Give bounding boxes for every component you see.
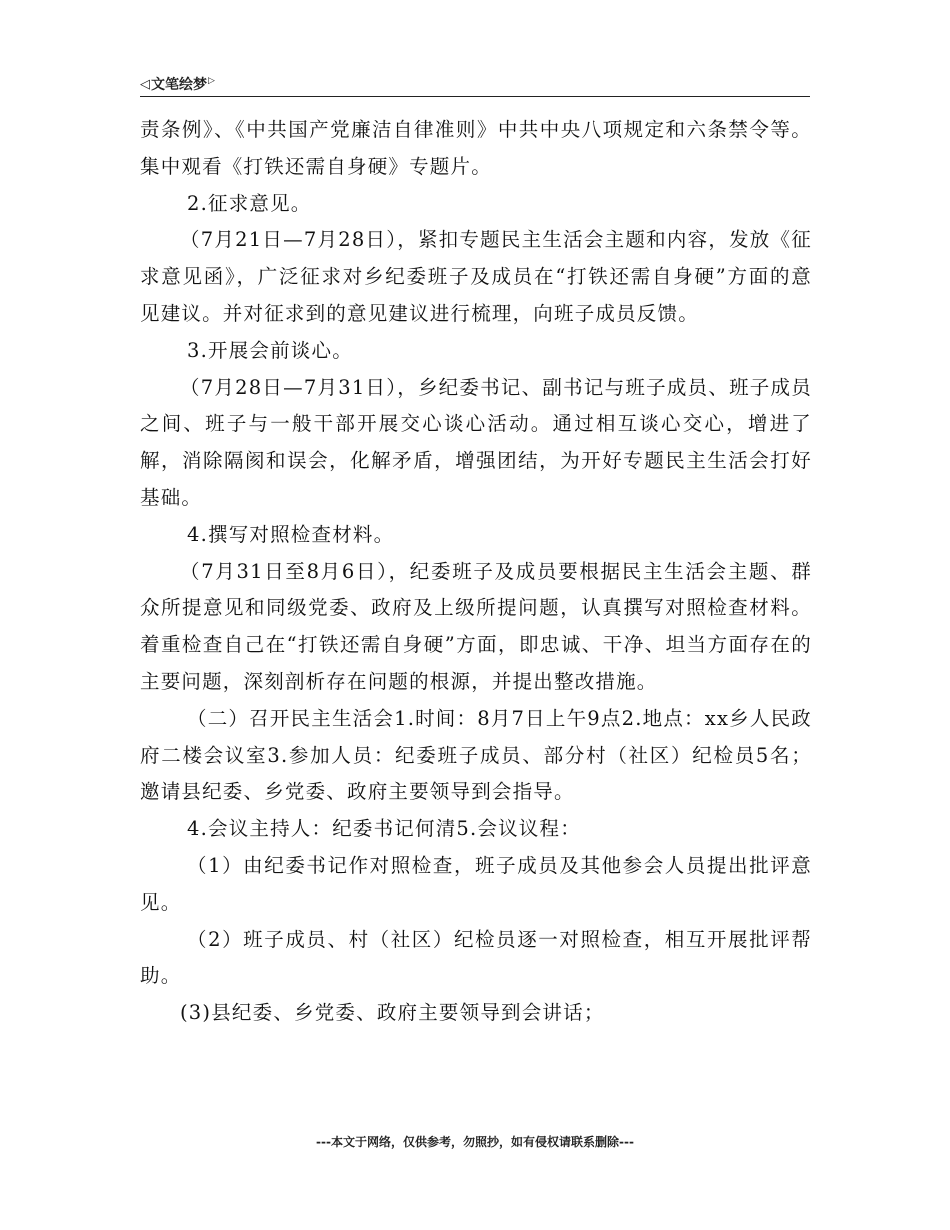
paragraph-continuation: 责条例》、《中共国产党廉洁自律准则》中共中央八项规定和六条禁令等。集中观看《打铁还需自身硬》专题片。 xyxy=(140,118,812,178)
agenda-item-3: (3)县纪委、乡党委、政府主要领导到会讲话； xyxy=(180,1001,605,1025)
footer-notice: ---本文于网络，仅供参考，勿照抄，如有侵权请联系删除--- xyxy=(316,1135,634,1149)
page-header xyxy=(140,72,810,97)
paragraph-self-review: （7月31日至8月6日），纪委班子及成员要根据民主生活会主题、群众所提意见和同级党委、政府及上级所提问题，认真撰写对照检查材料。着重检查自己在“打铁还需自身硬”方面，即忠诚、干净、坦当方面存在的主要问题，深刻剖析存在问题的根源，并提出整改措施。 xyxy=(140,559,812,693)
section-heading-pre-meeting-talks: 3.开展会前谈心。 xyxy=(187,338,353,362)
agenda-item-1: （1）由纪委书记作对照检查，班子成员及其他参会人员提出批评意见。 xyxy=(140,853,812,914)
paragraph-solicit-opinions: （7月21日—7月28日），紧扣专题民主生活会主题和内容，发放《征求意见函》，广泛征求对乡纪委班子及成员在“打铁还需自身硬”方面的意见建议。并对征求到的意见建议进行梳理，向班子成员反馈。 xyxy=(140,228,812,325)
agenda-item-2: （2）班子成员、村（社区）纪检员逐一对照检查，相互开展批评帮助。 xyxy=(140,927,812,988)
triangle-right-icon: ▷ xyxy=(208,76,215,86)
brand-name: 文笔绘梦 xyxy=(151,77,207,93)
paragraph-pre-meeting-talks: （7月28日—7月31日），乡纪委书记、副书记与班子成员、班子成员之间、班子与一般干部开展交心谈心活动。通过相互谈心交心，增进了解，消除隔阂和误会，化解矛盾，增强团结，为开好专题民主生活会打好基础。 xyxy=(140,375,812,509)
header-brand xyxy=(140,74,215,94)
paragraph-meeting-details: （二）召开民主生活会1.时间：8月7日上午9点2.地点：xx乡人民政府二楼会议室3.参加人员：纪委班子成员、部分村（社区）纪检员5名；邀请县纪委、乡党委、政府主要领导到会指导。 xyxy=(140,706,812,804)
paragraph-meeting-host: 4.会议主持人：纪委书记何清5.会议议程： xyxy=(187,817,581,841)
section-heading-self-review: 4.撰写对照检查材料。 xyxy=(187,522,395,546)
triangle-left-icon: ◁ xyxy=(140,76,150,92)
section-heading-solicit-opinions: 2.征求意见。 xyxy=(187,191,312,215)
document-body xyxy=(140,112,812,1032)
